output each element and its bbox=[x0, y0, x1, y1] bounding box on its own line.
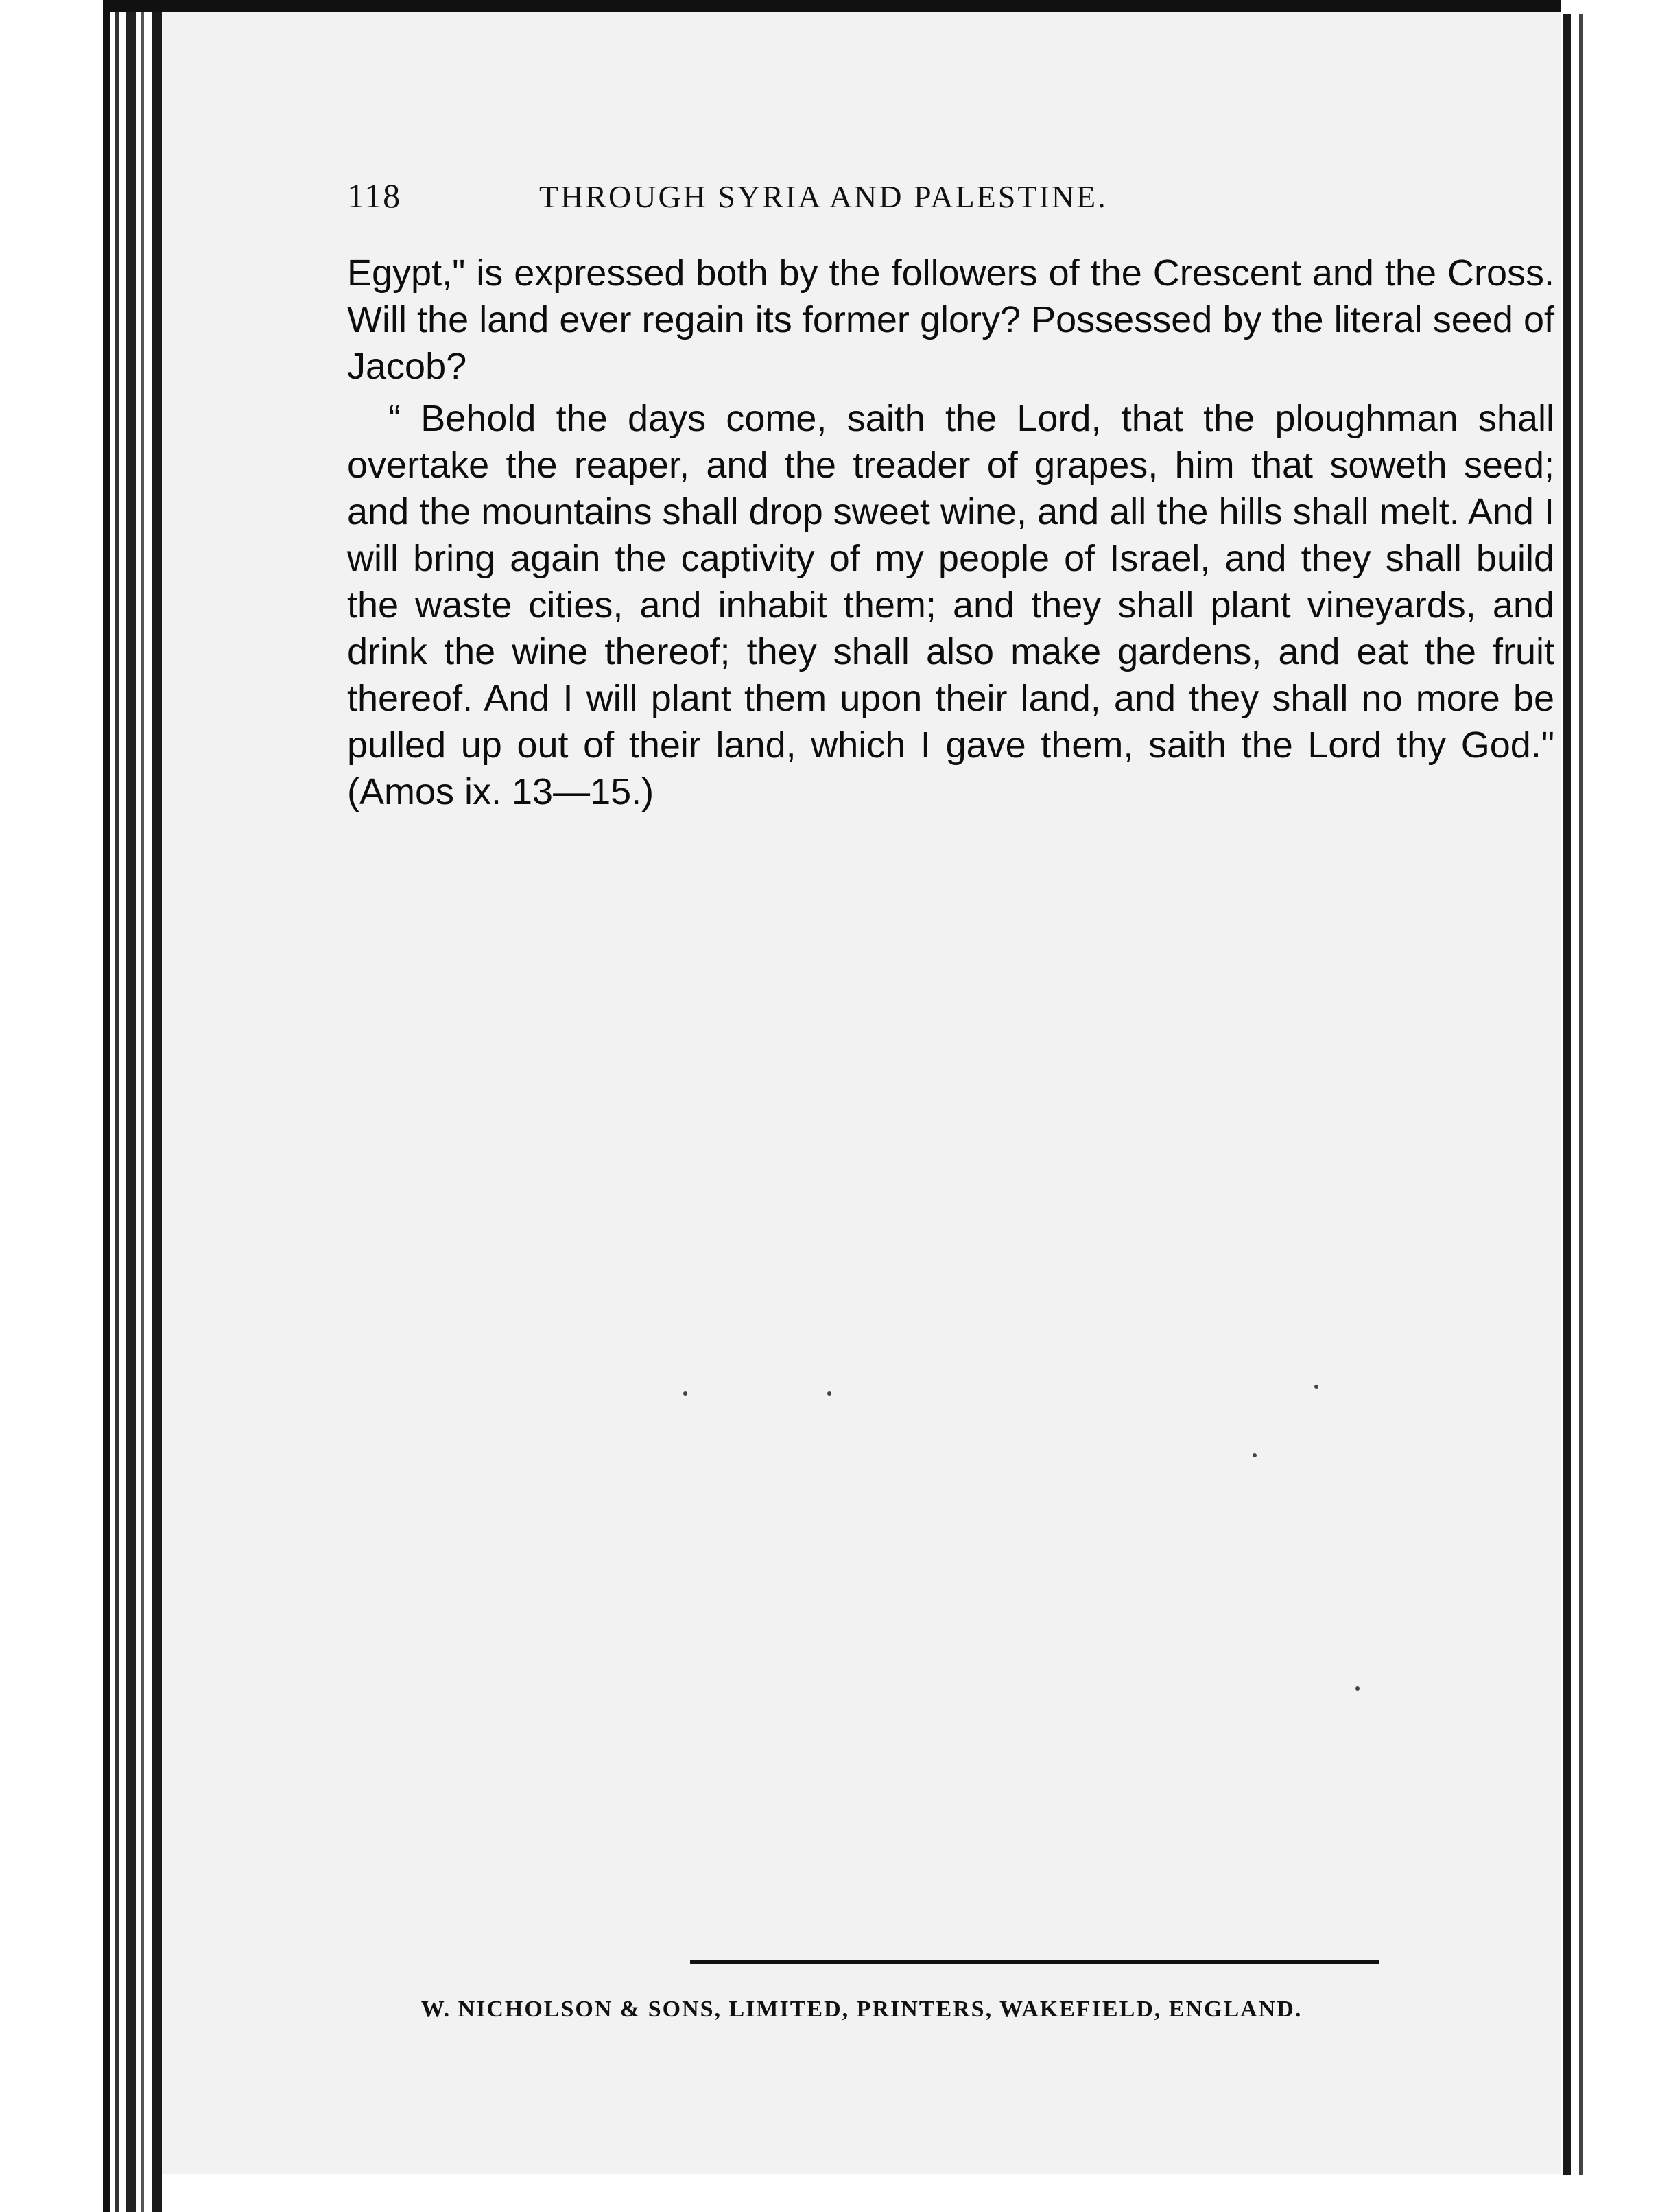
speck bbox=[683, 1391, 687, 1396]
page-number: 118 bbox=[347, 176, 402, 215]
printer-imprint: W. NICHOLSON & SONS, LIMITED, PRINTERS, WAKEFIELD, ENGLAND. bbox=[420, 1997, 1303, 2022]
paragraph: Egypt," is expressed both by the followers of the Crescent and the Cross. Will the land ever regain its former glory? Possessed by the literal seed of Jacob? bbox=[347, 252, 1554, 387]
book-edge-line bbox=[103, 0, 110, 2212]
book-edge-line bbox=[126, 0, 136, 2212]
right-margin bbox=[1561, 0, 1671, 2212]
running-head bbox=[162, 176, 1561, 231]
book-edge-line bbox=[115, 0, 119, 2212]
top-edge bbox=[103, 0, 1671, 12]
body-text bbox=[347, 250, 1554, 815]
running-title: THROUGH SYRIA AND PALESTINE. bbox=[539, 179, 1108, 214]
speck bbox=[1355, 1686, 1360, 1691]
book-edge-line-right bbox=[1563, 14, 1571, 2175]
speck bbox=[1253, 1453, 1257, 1457]
book-page bbox=[162, 12, 1561, 2174]
book-edge-line-right bbox=[1579, 14, 1583, 2175]
left-margin bbox=[0, 0, 103, 2212]
footer-rule bbox=[690, 1960, 1379, 1964]
quotation-paragraph: “ Behold the days come, saith the Lord, that the ploughman shall overtake the reaper, and the treader of grapes, him that soweth seed; and the mountains shall drop sweet wine, and all the hills shall melt. And I will bring again the captivity of my people of Israel, and they shall build the waste cities, and inhabit them; and they shall plant vineyards, and drink the wine thereof; they shall also make gardens, and eat the fruit thereof. And I will plant them upon their land, and they shall no more be pulled up out of their land, which I gave them, saith the Lord thy God." (Amos ix. 13—15.) bbox=[347, 398, 1554, 812]
book-edge-line bbox=[141, 0, 144, 2212]
speck bbox=[1314, 1385, 1318, 1389]
book-edge-line bbox=[152, 0, 162, 2212]
speck bbox=[827, 1391, 831, 1396]
